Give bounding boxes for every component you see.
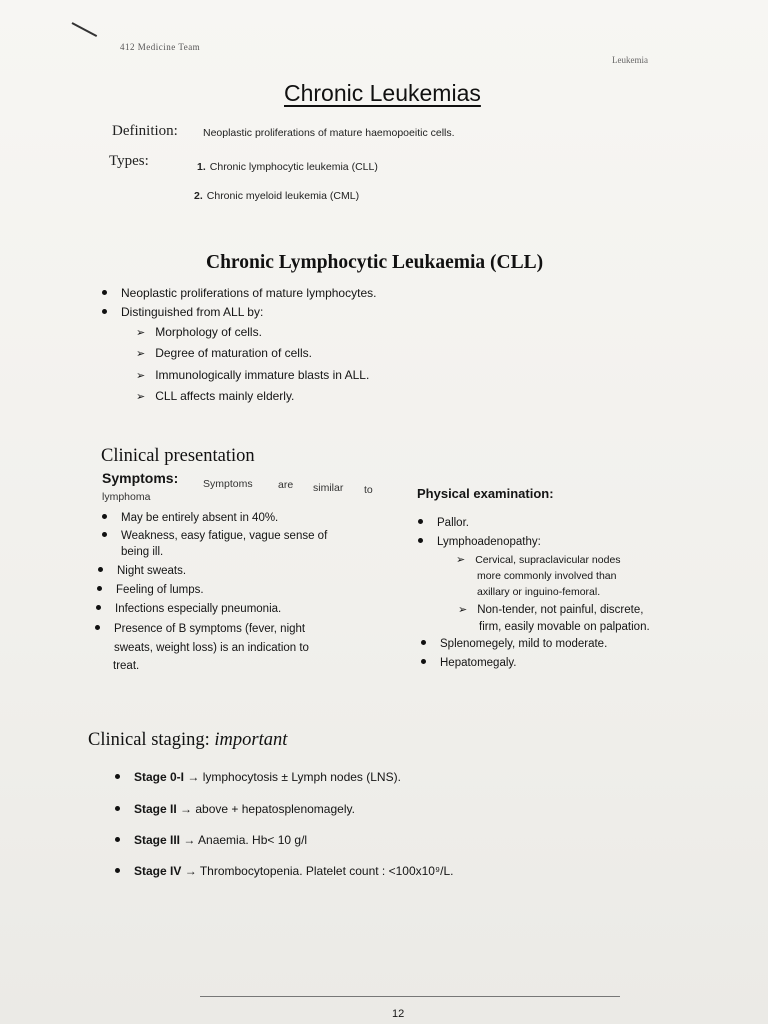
header-team: 412 Medicine Team bbox=[120, 42, 201, 52]
symptom-continuation: treat. bbox=[113, 660, 140, 672]
staging-heading-emphasis: important bbox=[214, 730, 288, 750]
arrow-bullet-icon: ➢ bbox=[456, 554, 466, 566]
exam-text: Lymphoadenopathy: bbox=[437, 536, 541, 548]
bullet-dot bbox=[102, 309, 107, 314]
header-topic: Leukemia bbox=[612, 55, 648, 65]
arrow-bullet-icon: ➢ bbox=[136, 327, 146, 339]
stage-arrow: → bbox=[187, 770, 200, 784]
symptom-continuation: sweats, weight loss) is an indication to bbox=[114, 642, 309, 654]
stage-arrow: → bbox=[183, 833, 196, 847]
arrow-bullet-icon: ➢ bbox=[136, 348, 146, 360]
page-number: 12 bbox=[392, 1008, 405, 1020]
symptom-continuation: being ill. bbox=[121, 546, 164, 558]
exam-sub-text: Cervical, supraclavicular nodes bbox=[475, 554, 621, 566]
cll-sub-bullet bbox=[136, 325, 262, 339]
symptom-item bbox=[102, 530, 327, 542]
cll-sub-text: Immunologically immature blasts in ALL. bbox=[155, 368, 370, 382]
bullet-dot bbox=[418, 538, 423, 543]
exam-sub-continuation: axillary or inguino-femoral. bbox=[477, 586, 601, 598]
symptoms-intro-word: are bbox=[278, 479, 294, 491]
exam-item bbox=[421, 657, 517, 669]
exam-item bbox=[421, 638, 607, 650]
stage-label: Stage IV bbox=[134, 864, 182, 878]
exam-sub-continuation: more commonly involved than bbox=[477, 570, 617, 582]
stage-item bbox=[115, 770, 401, 784]
exam-sub-text: Non-tender, not painful, discrete, bbox=[477, 604, 644, 616]
symptoms-intro-word: Symptoms bbox=[203, 478, 253, 490]
cll-bullet-text: Distinguished from ALL by: bbox=[121, 305, 264, 319]
exam-text: Pallor. bbox=[437, 517, 469, 529]
stage-arrow: → bbox=[180, 802, 193, 816]
stage-item bbox=[115, 802, 355, 816]
stage-item bbox=[115, 833, 307, 847]
cll-heading: Chronic Lymphocytic Leukaemia (CLL) bbox=[206, 252, 544, 273]
stage-label: Stage 0-I bbox=[134, 770, 185, 784]
stage-label: Stage III bbox=[134, 833, 181, 847]
cll-sub-bullet bbox=[136, 368, 369, 382]
symptom-item bbox=[96, 603, 281, 615]
symptom-item bbox=[102, 512, 278, 524]
arrow-bullet-icon: ➢ bbox=[458, 604, 468, 616]
bullet-dot bbox=[421, 640, 426, 645]
cll-sub-bullet bbox=[136, 346, 312, 360]
type-num: 1. bbox=[197, 161, 206, 173]
arrow-bullet-icon: ➢ bbox=[136, 370, 146, 382]
cll-bullet bbox=[102, 286, 376, 300]
bullet-dot bbox=[115, 806, 120, 811]
symptom-text: Night sweats. bbox=[117, 565, 187, 577]
arrow-bullet-icon: ➢ bbox=[136, 391, 146, 403]
bullet-dot bbox=[102, 514, 107, 519]
cll-bullet bbox=[102, 305, 263, 319]
type-text: Chronic myeloid leukemia (CML) bbox=[206, 190, 360, 202]
cll-sub-text: Morphology of cells. bbox=[155, 325, 262, 339]
stage-text: lymphocytosis ± Lymph nodes (LNS). bbox=[202, 770, 401, 784]
definition-text: Neoplastic proliferations of mature haemopoeitic cells. bbox=[203, 127, 455, 139]
cll-sub-text: Degree of maturation of cells. bbox=[155, 346, 312, 360]
symptom-item bbox=[98, 565, 186, 577]
exam-text: Splenomegely, mild to moderate. bbox=[440, 638, 608, 650]
exam-sub-continuation: firm, easily movable on palpation. bbox=[479, 621, 650, 633]
definition-label: Definition: bbox=[112, 123, 178, 139]
staging-heading-text: Clinical staging: bbox=[88, 730, 210, 750]
symptom-item bbox=[95, 623, 305, 635]
symptoms-line bbox=[102, 470, 178, 488]
physical-exam-heading: Physical examination: bbox=[417, 486, 554, 501]
bullet-dot bbox=[115, 837, 120, 842]
stage-arrow: → bbox=[184, 864, 197, 878]
exam-sub-item bbox=[458, 603, 643, 616]
symptom-text: Presence of B symptoms (fever, night bbox=[114, 623, 306, 635]
type-num: 2. bbox=[194, 190, 203, 202]
symptom-text: Feeling of lumps. bbox=[116, 584, 204, 596]
symptom-item bbox=[97, 584, 204, 596]
exam-item bbox=[418, 536, 541, 548]
bullet-dot bbox=[115, 868, 120, 873]
stage-label: Stage II bbox=[134, 802, 177, 816]
types-label: Types: bbox=[109, 153, 149, 169]
bullet-dot bbox=[98, 567, 103, 572]
bullet-dot bbox=[95, 625, 100, 630]
bullet-dot bbox=[115, 774, 120, 779]
symptoms-intro-tail: lymphoma bbox=[102, 491, 151, 503]
exam-text: Hepatomegaly. bbox=[440, 657, 517, 669]
type-text: Chronic lymphocytic leukemia (CLL) bbox=[209, 161, 378, 173]
symptom-text: May be entirely absent in 40%. bbox=[121, 512, 279, 524]
cll-bullet-text: Neoplastic proliferations of mature lymphocytes. bbox=[121, 286, 377, 300]
cll-sub-text: CLL affects mainly elderly. bbox=[155, 389, 295, 403]
stage-item bbox=[115, 864, 453, 878]
symptoms-intro-word: to bbox=[364, 484, 373, 496]
staging-heading bbox=[88, 730, 287, 751]
bullet-dot bbox=[96, 605, 101, 610]
clinical-presentation-heading: Clinical presentation bbox=[101, 446, 255, 466]
exam-sub-item bbox=[456, 553, 621, 566]
pen-mark bbox=[72, 22, 98, 37]
type-item bbox=[194, 190, 359, 202]
type-item bbox=[197, 161, 378, 173]
bullet-dot bbox=[102, 532, 107, 537]
symptom-text: Infections especially pneumonia. bbox=[115, 603, 282, 615]
stage-text: Anaemia. Hb< 10 g/l bbox=[198, 833, 308, 847]
bullet-dot bbox=[97, 586, 102, 591]
cll-sub-bullet bbox=[136, 389, 294, 403]
symptom-text: Weakness, easy fatigue, vague sense of bbox=[121, 530, 328, 542]
symptoms-intro-word: similar bbox=[313, 482, 344, 494]
exam-item bbox=[418, 517, 469, 529]
stage-text: Thrombocytopenia. Platelet count : <100x10⁹/L. bbox=[199, 864, 454, 878]
symptoms-label: Symptoms: bbox=[102, 470, 179, 486]
footer-divider bbox=[200, 996, 620, 997]
bullet-dot bbox=[421, 659, 426, 664]
page-title: Chronic Leukemias bbox=[284, 80, 481, 106]
bullet-dot bbox=[102, 290, 107, 295]
bullet-dot bbox=[418, 519, 423, 524]
stage-text: above + hepatosplenomagely. bbox=[195, 802, 355, 816]
